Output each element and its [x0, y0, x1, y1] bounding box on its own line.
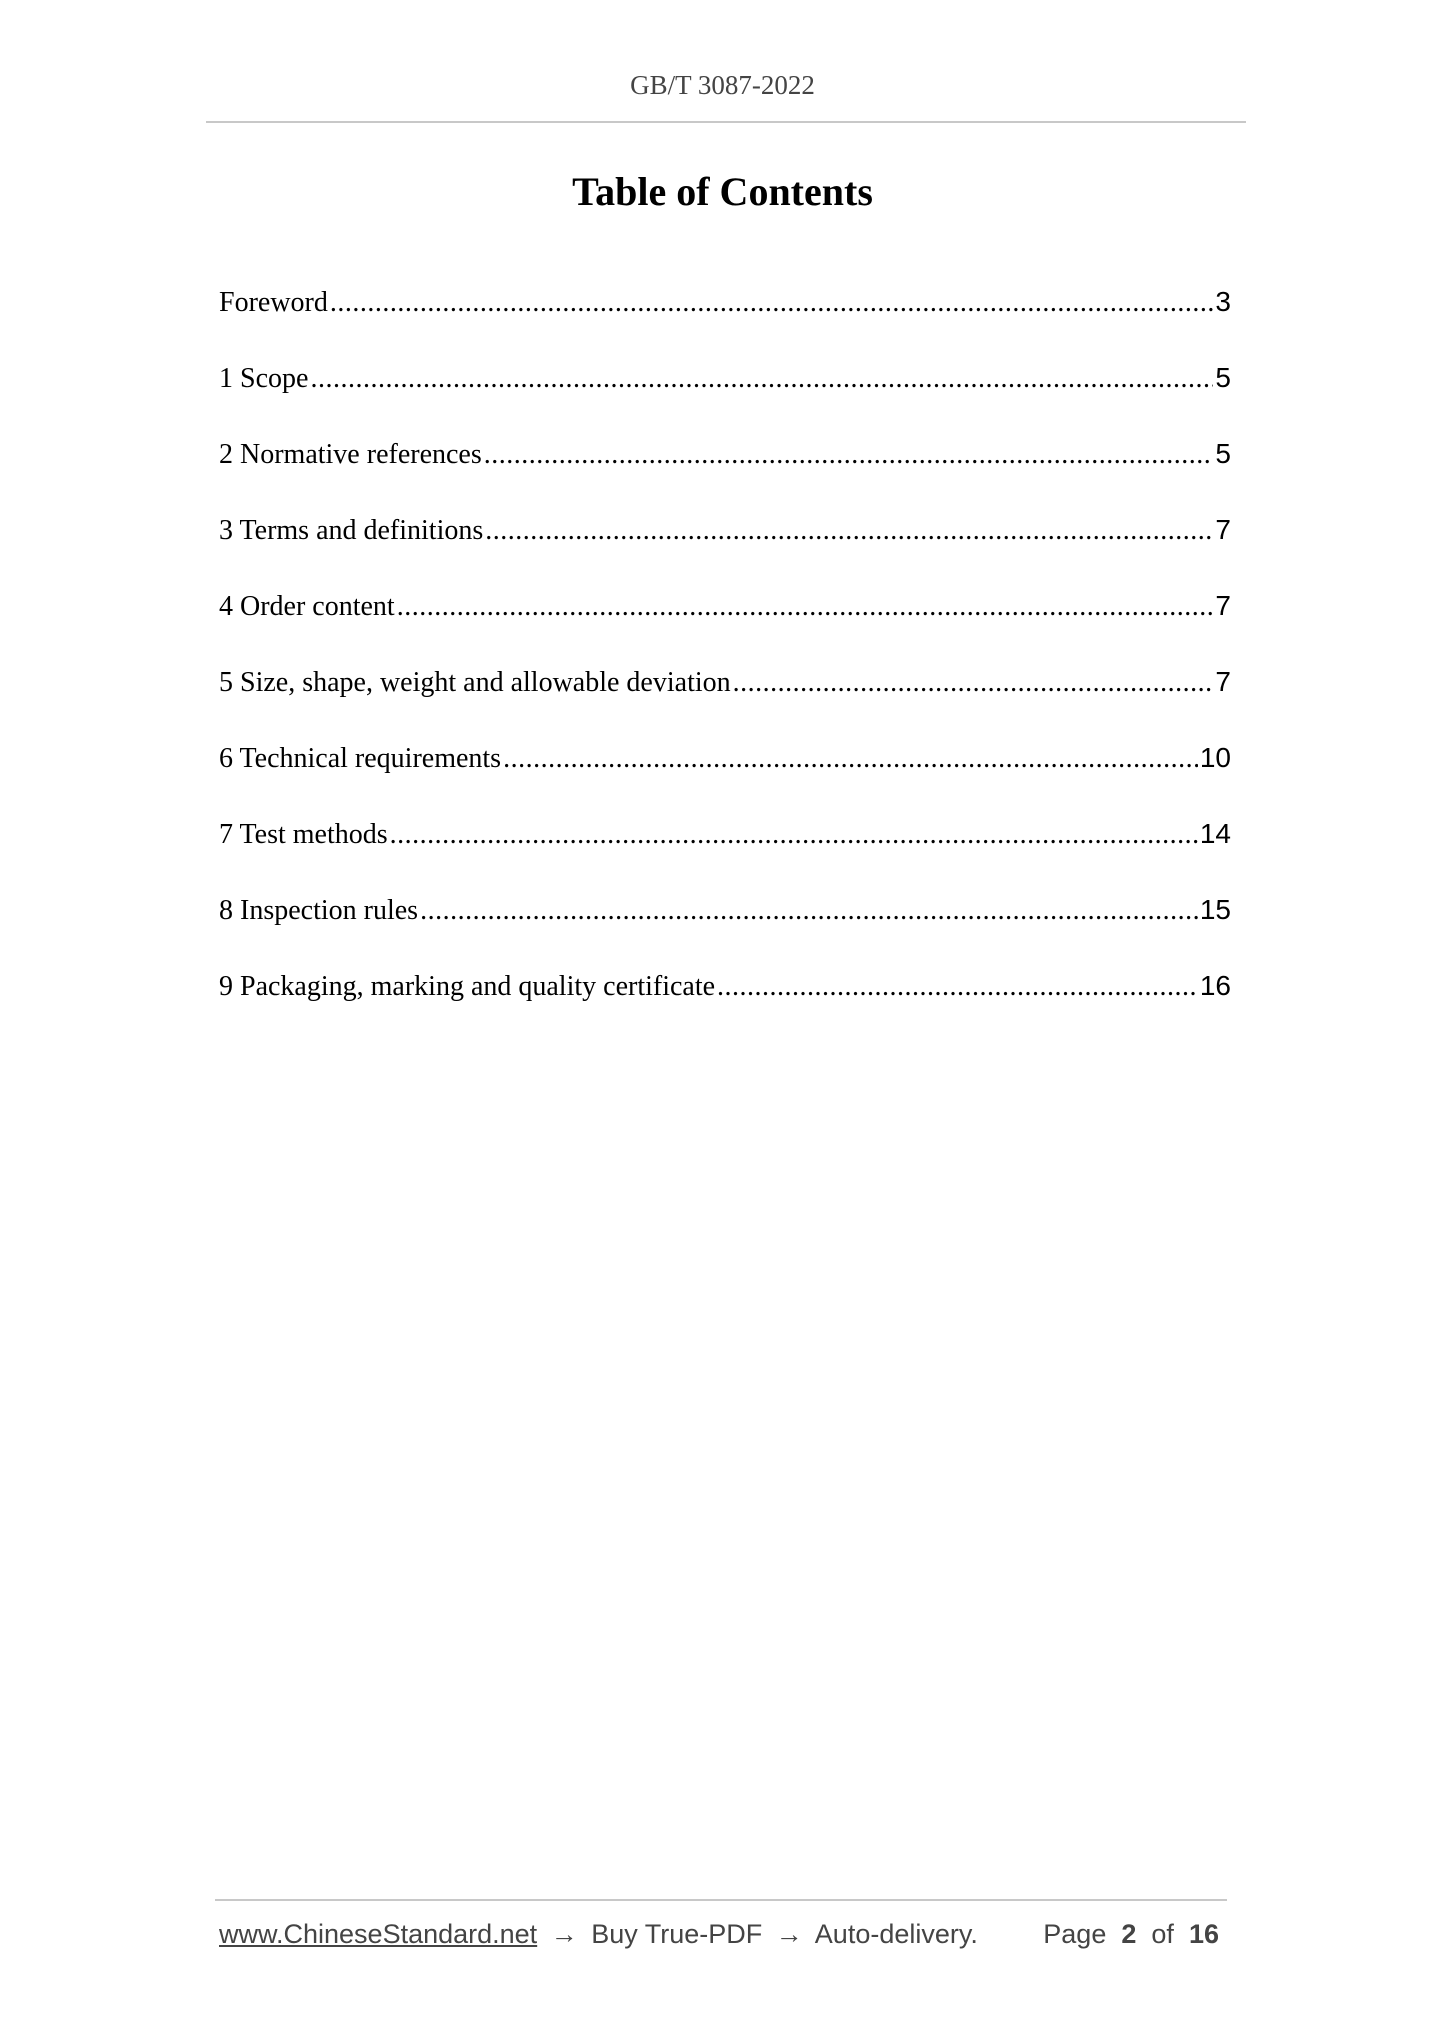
toc-entry-label: 9 Packaging, marking and quality certificate [219, 971, 716, 1002]
toc-entry-label: Foreword [219, 287, 328, 318]
toc-entry-label: 4 Order content [219, 591, 395, 622]
page-label: Page [1043, 1919, 1107, 1949]
toc-entry-label: 1 Scope [219, 363, 309, 394]
toc-entry-foreword[interactable] [219, 286, 1231, 362]
toc-list [219, 286, 1231, 1046]
toc-entry-label: 2 Normative references [219, 439, 482, 470]
toc-entry-label: 3 Terms and definitions [219, 515, 484, 546]
footer-divider [215, 1899, 1227, 1901]
toc-entry-page: 7 [1215, 666, 1231, 697]
toc-entry-label: 6 Technical requirements [219, 743, 502, 774]
toc-entry-size-shape-weight[interactable] [219, 666, 1231, 742]
page-counter [1043, 1919, 1219, 1950]
toc-dot-leader [420, 895, 1198, 927]
toc-dot-leader [503, 743, 1198, 775]
toc-entry-page: 10 [1199, 742, 1231, 773]
toc-entry-page: 7 [1215, 514, 1231, 545]
toc-entry-test-methods[interactable] [219, 818, 1231, 894]
toc-heading: Table of Contents [572, 169, 873, 214]
buy-true-pdf-text: Buy True-PDF [591, 1919, 763, 1949]
toc-entry-inspection-rules[interactable] [219, 894, 1231, 970]
toc-entry-page: 7 [1215, 590, 1231, 621]
page-footer [219, 1919, 1219, 1950]
toc-dot-leader [310, 363, 1213, 395]
toc-dot-leader [733, 667, 1214, 699]
toc-dot-leader [330, 287, 1214, 319]
of-label: of [1151, 1919, 1174, 1949]
toc-entry-packaging-marking[interactable] [219, 970, 1231, 1046]
toc-entry-page: 5 [1215, 438, 1231, 469]
toc-entry-label: 7 Test methods [219, 819, 388, 850]
toc-entry-scope[interactable] [219, 362, 1231, 438]
right-arrow-icon: → [775, 1919, 803, 1949]
toc-dot-leader [390, 819, 1198, 851]
toc-entry-page: 15 [1199, 894, 1231, 925]
right-arrow-icon: → [550, 1919, 578, 1949]
toc-entry-page: 3 [1215, 286, 1231, 317]
toc-entry-normative-references[interactable] [219, 438, 1231, 514]
toc-entry-technical-requirements[interactable] [219, 742, 1231, 818]
toc-entry-label: 8 Inspection rules [219, 895, 419, 926]
current-page-number: 2 [1121, 1919, 1137, 1949]
document-header-code: GB/T 3087-2022 [630, 70, 815, 100]
toc-entry-page: 5 [1215, 362, 1231, 393]
toc-entry-page: 14 [1199, 818, 1231, 849]
toc-dot-leader [717, 971, 1198, 1003]
toc-dot-leader [484, 439, 1214, 471]
footer-promo [219, 1919, 978, 1950]
toc-dot-leader [397, 591, 1214, 623]
toc-entry-terms-and-definitions[interactable] [219, 514, 1231, 590]
toc-entry-page: 16 [1199, 970, 1231, 1001]
header-divider [206, 121, 1246, 123]
toc-dot-leader [485, 515, 1213, 547]
toc-entry-order-content[interactable] [219, 590, 1231, 666]
total-pages-number: 16 [1188, 1919, 1219, 1949]
website-link[interactable]: www.ChineseStandard.net [219, 1919, 538, 1949]
auto-delivery-text: Auto-delivery. [814, 1919, 978, 1949]
toc-entry-label: 5 Size, shape, weight and allowable deviation [219, 667, 731, 698]
